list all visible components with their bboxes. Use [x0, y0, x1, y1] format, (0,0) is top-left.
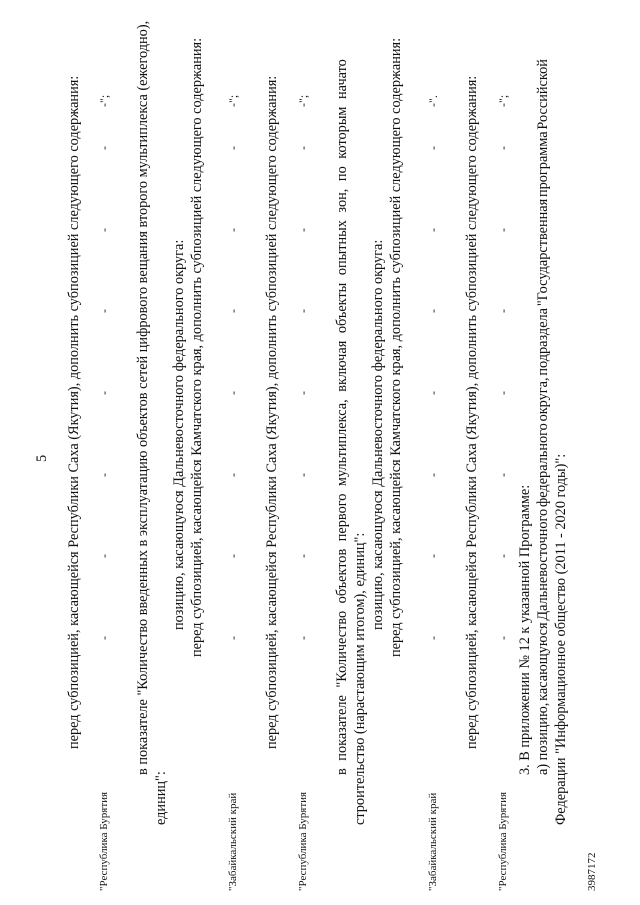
value-cell: -: [226, 146, 240, 150]
value-cell: -: [226, 228, 240, 232]
word: объектов: [334, 548, 350, 604]
value-cell: -: [296, 554, 310, 558]
value-cell-end: -";: [226, 94, 240, 107]
word: подраздела: [535, 307, 551, 376]
value-cell: -: [296, 391, 310, 395]
value-cell: -: [426, 309, 440, 313]
value-cell-end: -";: [296, 94, 310, 107]
table-row: [495, 0, 511, 905]
region-label: "Забайкальский край: [427, 792, 439, 891]
region-label: "Республика Бурятия: [98, 791, 110, 891]
word: первого: [334, 493, 350, 542]
value-cell-end: -".: [426, 95, 440, 107]
page-number: 5: [34, 454, 50, 462]
value-cell: -: [97, 146, 111, 150]
table-row: [425, 0, 441, 905]
value-cell: -: [426, 228, 440, 232]
indicator-line: [334, 59, 350, 775]
word: программа: [535, 131, 551, 198]
table-row: [96, 0, 112, 905]
value-cell: -: [496, 473, 510, 477]
value-cell: -: [496, 146, 510, 150]
position-line: позицию, касающуюся Дальневосточного федерального округа:: [171, 239, 187, 630]
value-cell: -: [496, 391, 510, 395]
appendix-heading: 3. В приложении № 12 к указанной Программе:: [517, 484, 533, 775]
instruction-line: перед субпозицией, касающейся Камчатского края, дополнить субпозицией следующего содержания:: [189, 37, 205, 657]
value-cell: -: [97, 636, 111, 640]
value-cell: -: [426, 554, 440, 558]
value-cell: -: [426, 636, 440, 640]
instruction-line: перед субпозицией, касающейся Камчатского края, дополнить субпозицией следующего содержания:: [388, 37, 404, 657]
region-label: "Республика Бурятия: [497, 791, 509, 891]
word: Дальневосточного: [535, 508, 551, 621]
word: Российской: [535, 59, 551, 130]
word: которым: [334, 106, 350, 159]
value-cell: -: [226, 473, 240, 477]
value-cell: -: [296, 228, 310, 232]
value-cell: -: [97, 391, 111, 395]
value-cell-end: -";: [97, 94, 111, 107]
word: зон,: [334, 188, 350, 213]
word: объекты: [334, 282, 350, 334]
word: включая: [334, 340, 350, 392]
value-cell: -: [426, 391, 440, 395]
indicator-line: в показателе "Количество введенных в эксплуатацию объектов сетей цифрового вещания второго мультиплекса (ежегодно),: [135, 20, 151, 775]
word: начато: [334, 59, 350, 99]
word: опытных: [334, 220, 350, 276]
value-cell: -: [296, 636, 310, 640]
document-code: 3987172: [586, 852, 598, 891]
word: в: [334, 768, 350, 775]
word: федерального: [535, 423, 551, 507]
word: а) позицию,: [535, 702, 551, 775]
instruction-line: перед субпозицией, касающейся Республики Саха (Якутия), дополнить субпозицией следующего содержания:: [464, 75, 480, 749]
word: мультиплекса,: [334, 399, 350, 487]
value-cell: -: [296, 473, 310, 477]
value-cell: -: [226, 309, 240, 313]
value-cell: -: [496, 636, 510, 640]
value-cell: -: [97, 228, 111, 232]
value-cell: -: [97, 554, 111, 558]
word: касающуюся: [535, 622, 551, 701]
region-label: "Забайкальский край: [227, 792, 239, 891]
value-cell: -: [296, 146, 310, 150]
value-cell: -: [296, 309, 310, 313]
value-cell: -: [226, 554, 240, 558]
instruction-line: перед субпозицией, касающейся Республики Саха (Якутия), дополнить субпозицией следующего содержания:: [264, 75, 280, 749]
appendix-line: [535, 59, 551, 775]
word: показателе: [334, 695, 350, 761]
word: "Количество: [334, 610, 350, 688]
appendix-line: Федерации "Информационное общество (2011 - 2020 годы)":: [553, 453, 569, 825]
table-row: [225, 0, 241, 905]
indicator-line: единиц":: [153, 771, 169, 825]
region-label: "Республика Бурятия: [297, 791, 309, 891]
indicator-line: строительство (нарастающим итогом), единиц":: [352, 532, 368, 825]
value-cell: -: [426, 473, 440, 477]
word: округа,: [535, 377, 551, 422]
value-cell: -: [226, 391, 240, 395]
word: по: [334, 166, 350, 182]
value-cell-end: -";: [496, 94, 510, 107]
table-row: [295, 0, 311, 905]
value-cell: -: [97, 309, 111, 313]
instruction-line: перед субпозицией, касающейся Республики Саха (Якутия), дополнить субпозицией следующего содержания:: [66, 75, 82, 749]
position-line: позицию, касающуюся Дальневосточного федерального округа:: [370, 239, 386, 630]
value-cell: -: [426, 146, 440, 150]
value-cell: -: [97, 473, 111, 477]
word: "Государственная: [535, 198, 551, 307]
value-cell: -: [496, 554, 510, 558]
value-cell: -: [496, 228, 510, 232]
value-cell: -: [226, 636, 240, 640]
value-cell: -: [496, 309, 510, 313]
